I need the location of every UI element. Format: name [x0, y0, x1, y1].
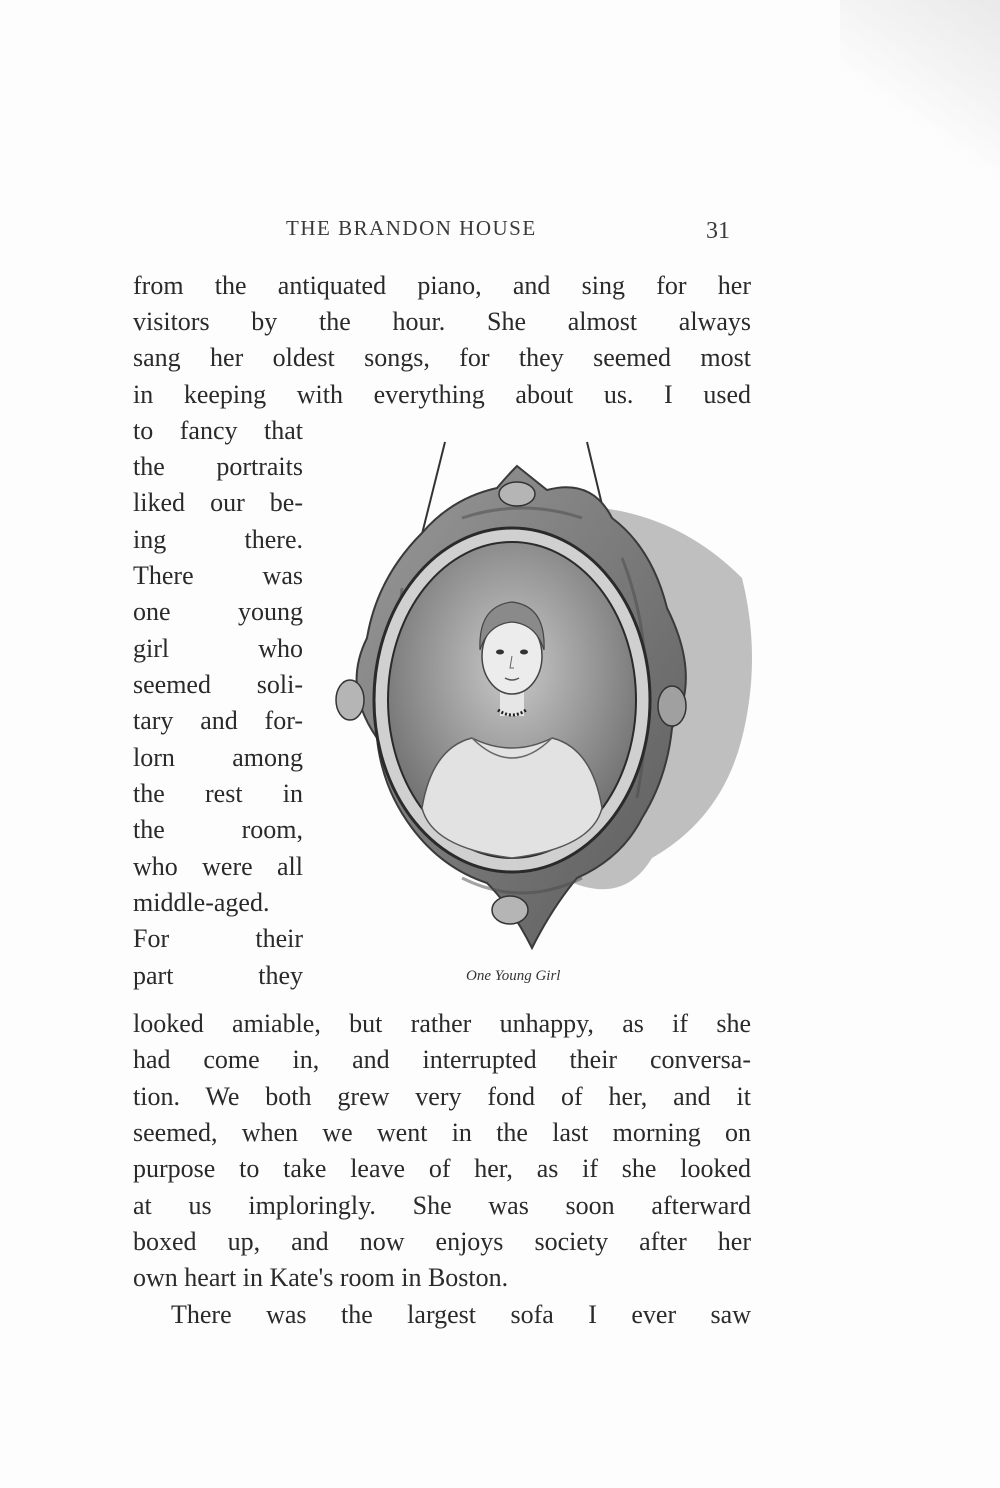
text-line: had come in, and interrupted their conversa-: [133, 1045, 751, 1074]
portrait-drawing: [322, 438, 762, 968]
side-text-line: lorn among: [133, 743, 303, 772]
text-line: sang her oldest songs, for they seemed most: [133, 343, 751, 372]
figure-caption: One Young Girl: [466, 968, 561, 984]
side-text-line: part they: [133, 961, 303, 990]
text-line: There was the largest sofa I ever saw: [171, 1300, 751, 1329]
text-line: seemed, when we went in the last morning on: [133, 1118, 751, 1147]
side-text-line: the room,: [133, 815, 303, 844]
shell-ornament: [492, 896, 528, 924]
text-line: at us imploringly. She was soon afterward: [133, 1191, 751, 1220]
side-text-line: liked our be-: [133, 488, 303, 517]
side-text-line: middle-aged.: [133, 888, 270, 917]
text-line: in keeping with everything about us. I used: [133, 380, 751, 409]
running-head: THE BRANDON HOUSE: [286, 216, 537, 240]
side-text-line: the portraits: [133, 452, 303, 481]
side-text-line: seemed soli-: [133, 670, 303, 699]
text-line: from the antiquated piano, and sing for her: [133, 271, 751, 300]
side-text-line: There was: [133, 561, 303, 590]
text-line: visitors by the hour. She almost always: [133, 307, 751, 336]
page-number: 31: [706, 218, 730, 244]
side-text-line: tary and for-: [133, 706, 303, 735]
text-line: own heart in Kate's room in Boston.: [133, 1263, 509, 1292]
side-text-line: the rest in: [133, 779, 303, 808]
side-text-line: to fancy that: [133, 416, 303, 445]
text-line: tion. We both grew very fond of her, and it: [133, 1082, 751, 1111]
eye: [520, 650, 528, 655]
side-text-line: one young: [133, 597, 303, 626]
dress: [422, 738, 602, 858]
side-text-line: ing there.: [133, 525, 303, 554]
shell-ornament: [499, 482, 535, 506]
shell-ornament: [658, 686, 686, 726]
text-line: looked amiable, but rather unhappy, as if she: [133, 1009, 751, 1038]
portrait-illustration: [322, 438, 762, 968]
eye: [496, 650, 504, 655]
shell-ornament: [336, 680, 364, 720]
page-corner-shadow: [840, 0, 1000, 200]
text-line: purpose to take leave of her, as if she looked: [133, 1154, 751, 1183]
text-line: boxed up, and now enjoys society after her: [133, 1227, 751, 1256]
side-text-line: girl who: [133, 634, 303, 663]
side-text-line: who were all: [133, 852, 303, 881]
side-text-line: For their: [133, 924, 303, 953]
